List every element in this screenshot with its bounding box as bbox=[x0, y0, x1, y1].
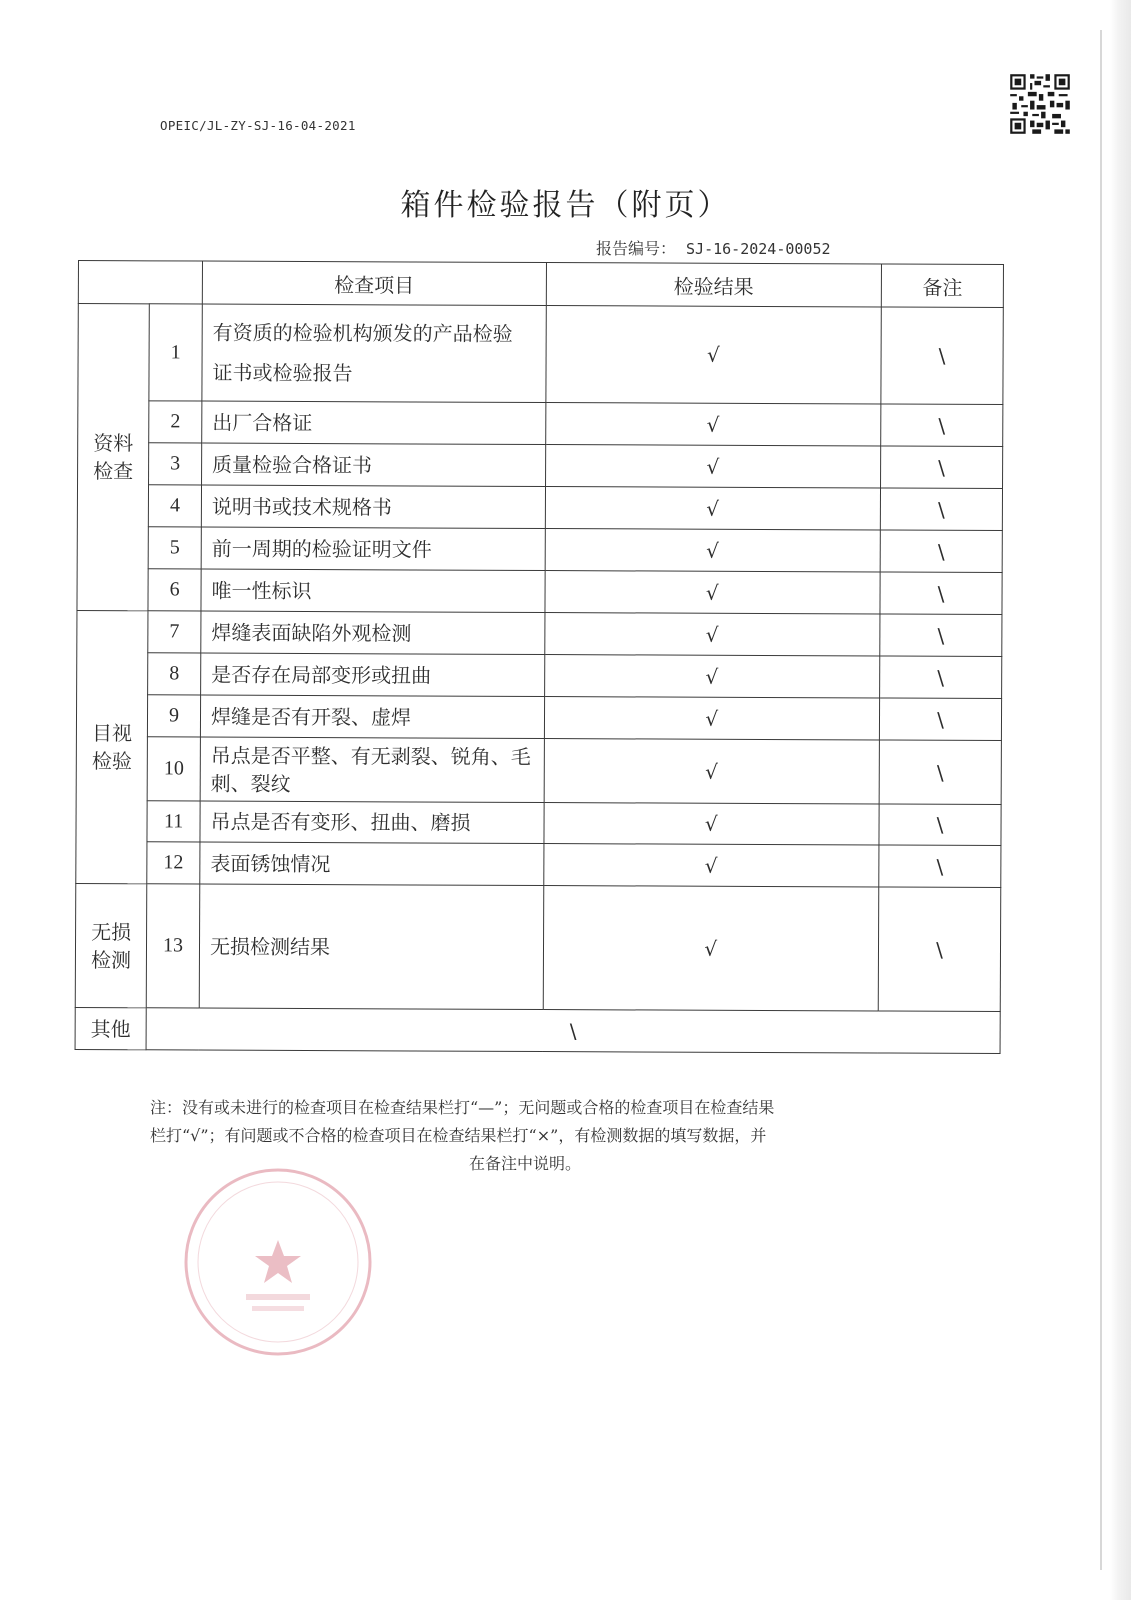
table-row bbox=[76, 841, 1001, 887]
category-ndt-label: 无损检测 bbox=[90, 919, 132, 972]
qr-code-icon bbox=[1008, 72, 1072, 136]
row-result: √ bbox=[544, 613, 880, 656]
table-row bbox=[77, 568, 1002, 614]
row-number: 1 bbox=[149, 304, 202, 401]
row-remark: \ bbox=[880, 614, 1002, 657]
document-code: OPEIC/JL-ZY-SJ-16-04-2021 bbox=[160, 118, 356, 133]
row-number: 10 bbox=[147, 737, 200, 801]
row-result: √ bbox=[545, 487, 881, 530]
category-visual-label: 目视检验 bbox=[91, 721, 133, 774]
row-remark: \ bbox=[879, 698, 1001, 741]
row-number: 7 bbox=[148, 611, 201, 653]
row-number: 2 bbox=[149, 401, 202, 443]
row-item: 出厂合格证 bbox=[202, 401, 546, 444]
footnote-line2: 栏打“√”；有问题或不合格的检查项目在检查结果栏打“×”，有检测数据的填写数据，并 bbox=[150, 1126, 767, 1145]
row-item-text: 有资质的检验机构颁发的产品检验证书或检验报告 bbox=[212, 320, 513, 386]
table-row bbox=[76, 736, 1001, 804]
row-number: 6 bbox=[148, 569, 201, 611]
row-result: √ bbox=[544, 655, 880, 698]
row-number: 3 bbox=[149, 443, 202, 485]
table-header-row bbox=[78, 261, 1003, 308]
table-row bbox=[76, 800, 1001, 845]
row-item: 前一周期的检验证明文件 bbox=[201, 527, 545, 570]
row-item: 是否存在局部变形或扭曲 bbox=[201, 653, 545, 696]
row-number: 8 bbox=[148, 653, 201, 695]
row-number: 9 bbox=[148, 695, 201, 737]
inspection-table bbox=[75, 260, 1004, 1054]
row-number: 4 bbox=[148, 485, 201, 527]
row-remark: \ bbox=[880, 446, 1002, 489]
other-value: \ bbox=[146, 1008, 1000, 1054]
row-result: √ bbox=[544, 803, 880, 845]
row-item-text: 吊点是否平整、有无剥裂、锐角、毛刺、裂纹 bbox=[210, 743, 531, 796]
page-title: 箱件检验报告（附页） bbox=[400, 188, 731, 223]
row-remark: \ bbox=[878, 887, 1001, 1012]
row-remark: \ bbox=[880, 656, 1002, 699]
row-result: √ bbox=[545, 571, 881, 614]
category-docs-label: 资料检查 bbox=[93, 431, 134, 484]
table-row bbox=[77, 610, 1002, 656]
row-number: 5 bbox=[148, 527, 201, 569]
row-remark: \ bbox=[881, 404, 1003, 447]
table-row bbox=[78, 443, 1003, 489]
header-item: 检查项目 bbox=[202, 261, 546, 305]
header-remark: 备注 bbox=[881, 264, 1003, 308]
category-other: 其他 bbox=[75, 1007, 146, 1049]
footnote-line3: 在备注中说明。 bbox=[468, 1154, 581, 1173]
row-item: 吊点是否有变形、扭曲、磨损 bbox=[200, 801, 544, 843]
scan-artifact-line bbox=[1100, 30, 1102, 1570]
seal-stamp-icon bbox=[178, 1162, 378, 1362]
row-remark: \ bbox=[880, 488, 1002, 531]
row-item: 唯一性标识 bbox=[201, 569, 545, 612]
table-row bbox=[77, 526, 1002, 572]
row-item: 焊缝表面缺陷外观检测 bbox=[201, 611, 545, 654]
row-remark: \ bbox=[879, 740, 1001, 805]
table-row bbox=[78, 401, 1003, 447]
row-result: √ bbox=[543, 844, 879, 887]
row-item: 说明书或技术规格书 bbox=[201, 485, 545, 528]
row-number: 11 bbox=[147, 801, 200, 842]
category-visual bbox=[76, 610, 148, 883]
table-row bbox=[77, 652, 1002, 698]
row-remark: \ bbox=[880, 572, 1002, 615]
row-result: √ bbox=[545, 403, 881, 446]
row-item: 表面锈蚀情况 bbox=[200, 842, 544, 885]
row-item bbox=[200, 737, 544, 802]
report-number-value: SJ-16-2024-00052 bbox=[686, 240, 831, 258]
header-corner-cell bbox=[78, 261, 202, 305]
table-row-other bbox=[75, 1007, 1000, 1053]
table-row bbox=[76, 694, 1001, 740]
row-item: 焊缝是否有开裂、虚焊 bbox=[200, 695, 544, 738]
table-row bbox=[78, 304, 1003, 405]
footnote-line1: 注：没有或未进行的检查项目在检查结果栏打“—”；无问题或合格的检查项目在检查结果 bbox=[150, 1098, 775, 1117]
category-ndt bbox=[75, 883, 147, 1007]
row-remark: \ bbox=[880, 530, 1002, 573]
row-item bbox=[202, 304, 546, 402]
report-number-label: 报告编号： bbox=[596, 239, 677, 258]
row-result: √ bbox=[543, 886, 879, 1011]
row-number: 13 bbox=[146, 884, 199, 1008]
row-result: √ bbox=[544, 739, 880, 804]
row-item: 质量检验合格证书 bbox=[202, 443, 546, 486]
scan-edge bbox=[1110, 0, 1131, 1600]
row-result: √ bbox=[545, 445, 881, 488]
header-result: 检验结果 bbox=[546, 263, 882, 307]
row-result: √ bbox=[544, 697, 880, 740]
table-row bbox=[77, 485, 1002, 531]
category-docs bbox=[77, 304, 149, 611]
report-number bbox=[596, 236, 831, 259]
row-remark: \ bbox=[879, 804, 1001, 846]
row-result: √ bbox=[545, 529, 881, 572]
row-remark: \ bbox=[881, 307, 1003, 405]
row-result: √ bbox=[545, 306, 881, 404]
table-row bbox=[75, 883, 1001, 1011]
row-number: 12 bbox=[147, 842, 200, 884]
row-item: 无损检测结果 bbox=[199, 884, 543, 1009]
row-remark: \ bbox=[879, 845, 1001, 888]
